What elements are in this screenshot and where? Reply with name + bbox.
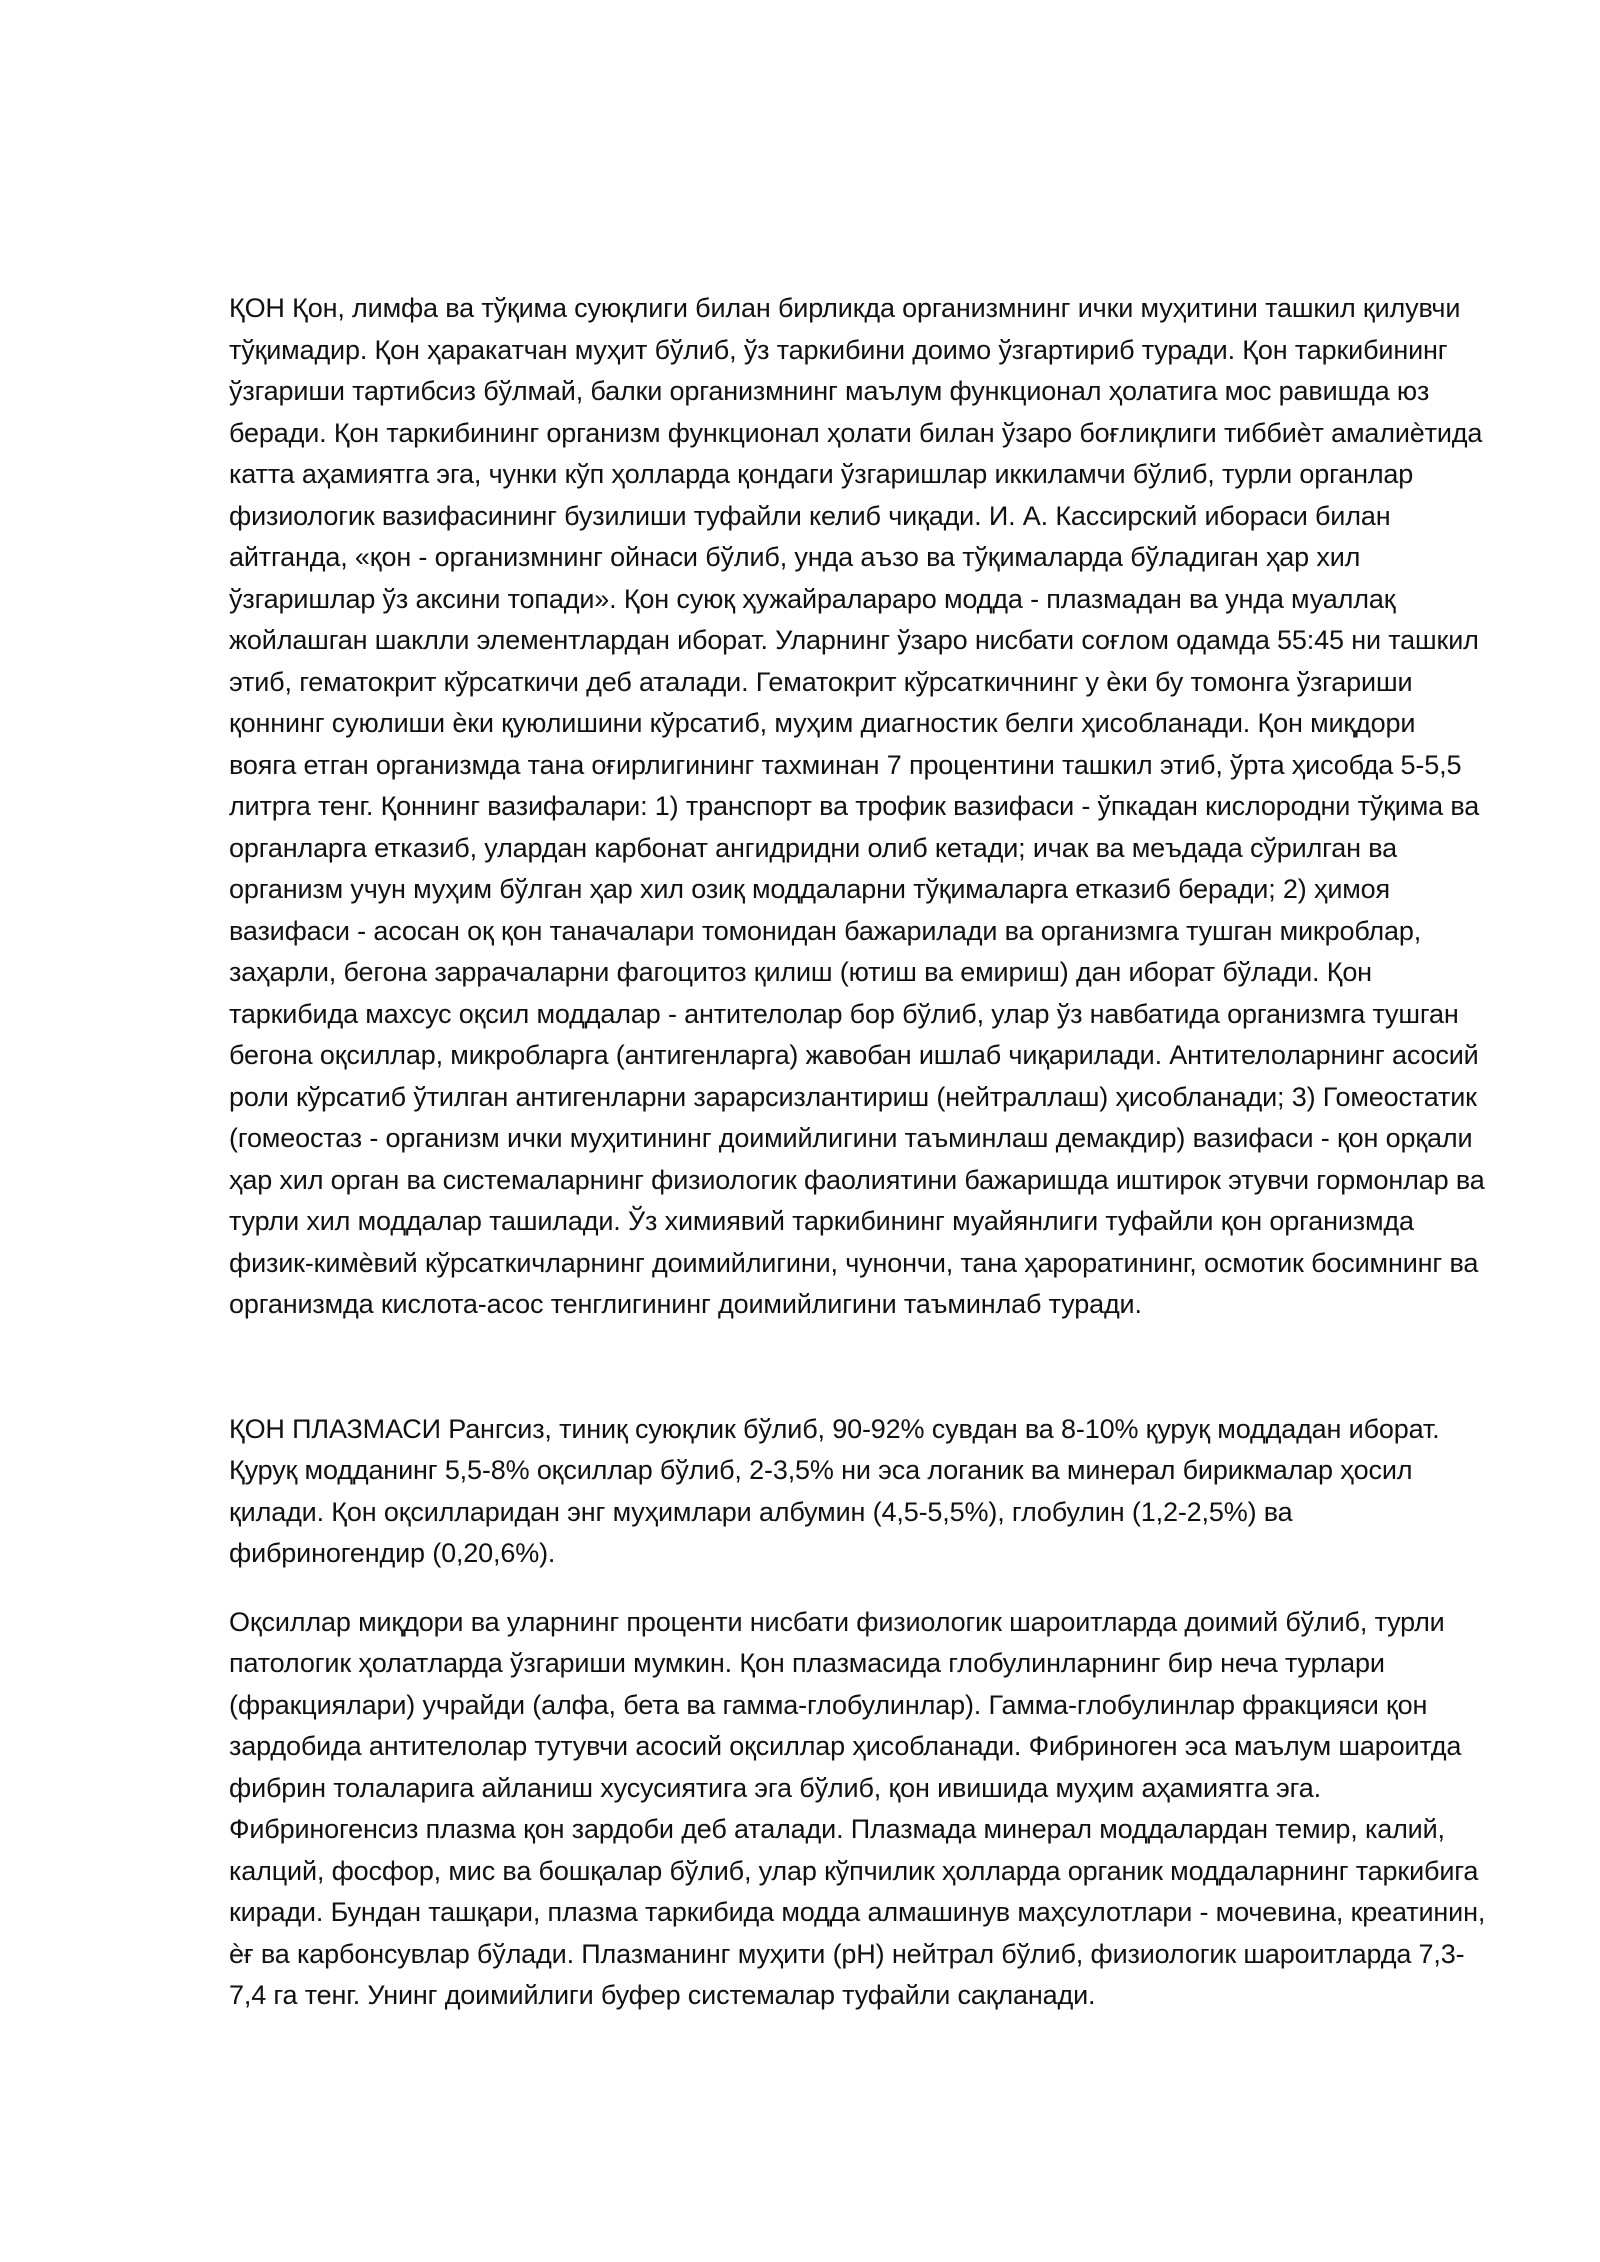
document-body bbox=[229, 288, 1487, 2017]
paragraph-blood-plasma: ҚОН ПЛАЗМАСИ Рангсиз, тиниқ суюқлик бўлиб, 90-92% сувдан ва 8-10% қуруқ моддадан иборат. Қуруқ модданинг 5,5-8% оқсиллар бўлиб, 2-3,5% ни эса логаник ва минерал бирикмалар ҳосил қилади. Қон оқсилларидан энг муҳимлари албумин (4,5-5,5%), глобулин (1,2-2,5%) ва фибриногендир (0,20,6%). bbox=[229, 1413, 1440, 1568]
paragraph-plasma-proteins: Оқсиллар миқдори ва уларнинг проценти нисбати физиологик шароитларда доимий бўлиб, турли патологик ҳолатларда ўзгариши мумкин. Қон плазмасида глобулинларнинг бир неча турлари (фракциялари) учрайди (алфа, бета ва гамма-глобулинлар). Гамма-глобулинлар фракцияси қон зардобида антителолар тутувчи асосий оқсиллар ҳисобланади. Фибриноген эса маълум шароитда фибрин толаларига айланиш хусусиятига эга бўлиб, қон ивишида муҳим аҳамиятга эга. Фибриногенсиз плазма қон зардоби деб аталади. Плазмада минерал моддалардан темир, калий, калций, фосфор, мис ва бошқалар бўлиб, улар кўпчилик ҳолларда органик моддаларнинг таркибига киради. Бундан ташқари, плазма таркибида модда алмашинув маҳсулотлари - мочевина, креатинин, ѐғ ва карбонсувлар бўлади. Плазманинг муҳити (pH) нейтрал бўлиб, физиологик шароитларда 7,3-7,4 га тенг. Унинг доимийлиги буфер системалар туфайли сақланади. bbox=[229, 1606, 1486, 2010]
paragraph-blood: ҚОН Қон, лимфа ва тўқима суюқлиги билан бирликда организмнинг ички муҳитини ташкил қилувчи тўқимадир. Қон ҳаракатчан муҳит бўлиб, ўз таркибини доимо ўзгартириб туради. Қон таркибининг ўзгариши тартибсиз бўлмай, балки организмнинг маълум функционал ҳолатига мос равишда юз беради. Қон таркибининг организм функционал ҳолати билан ўзаро боғлиқлиги тиббиѐт амалиѐтида катта аҳамиятга эга, чунки кўп ҳолларда қондаги ўзгаришлар иккиламчи бўлиб, турли органлар физиологик вазифасининг бузилиши туфайли келиб чиқади. И. А. Кассирский ибораси билан айтганда, «қон - организмнинг ойнаси бўлиб, унда аъзо ва тўқималарда бўладиган ҳар хил ўзгаришлар ўз аксини топади». Қон суюқ ҳужайралараро модда - плазмадан ва унда муаллақ жойлашган шаклли элементлардан иборат. Уларнинг ўзаро нисбати соғлом одамда 55:45 ни ташкил этиб, гематокрит кўрсаткичи деб аталади. Гематокрит кўрсаткичнинг у ѐки бу томонга ўзгариши қоннинг суюлиши ѐки қуюлишини кўрсатиб, муҳим диагностик белги ҳисобланади. Қон миқдори вояга етган организмда тана оғирлигининг тахминан 7 процентини ташкил этиб, ўрта ҳисобда 5-5,5 литрга тенг. Қоннинг вазифалари: 1) транспорт ва трофик вазифаси - ўпкадан кислородни тўқима ва органларга етказиб, улардан карбонат ангидридни олиб кетади; ичак ва меъдада сўрилган ва организм учун муҳим бўлган ҳар хил озиқ моддаларни тўқималарга етказиб беради; 2) ҳимоя вазифаси - асосан оқ қон таначалари томонидан бажарилади ва организмга тушган микроблар, заҳарли, бегона заррачаларни фагоцитоз қилиш (ютиш ва емириш) дан иборат бўлади. Қон таркибида махсус оқсил моддалар - антителолар бор бўлиб, улар ўз навбатида организмга тушган бегона оқсиллар, микробларга (антигенларга) жавобан ишлаб чиқарилади. Антителоларнинг асосий роли кўрсатиб ўтилган антигенларни зарарсизлантириш (нейтраллаш) ҳисобланади; 3) Гомеостатик (гомеостаз - организм ички муҳитининг доимийлигини таъминлаш демакдир) вазифаси - қон орқали ҳар хил орган ва системаларнинг физиологик фаолиятини бажаришда иштирок этувчи гормонлар ва турли хил моддалар ташилади. Ўз химиявий таркибининг муайянлиги туфайли қон организмда физик-кимѐвий кўрсаткичларнинг доимийлигини, чунончи, тана ҳароратининг, осмотик босимнинг ва организмда кислота-асос тенглигининг доимийлигини таъминлаб туради. bbox=[229, 293, 1485, 1319]
